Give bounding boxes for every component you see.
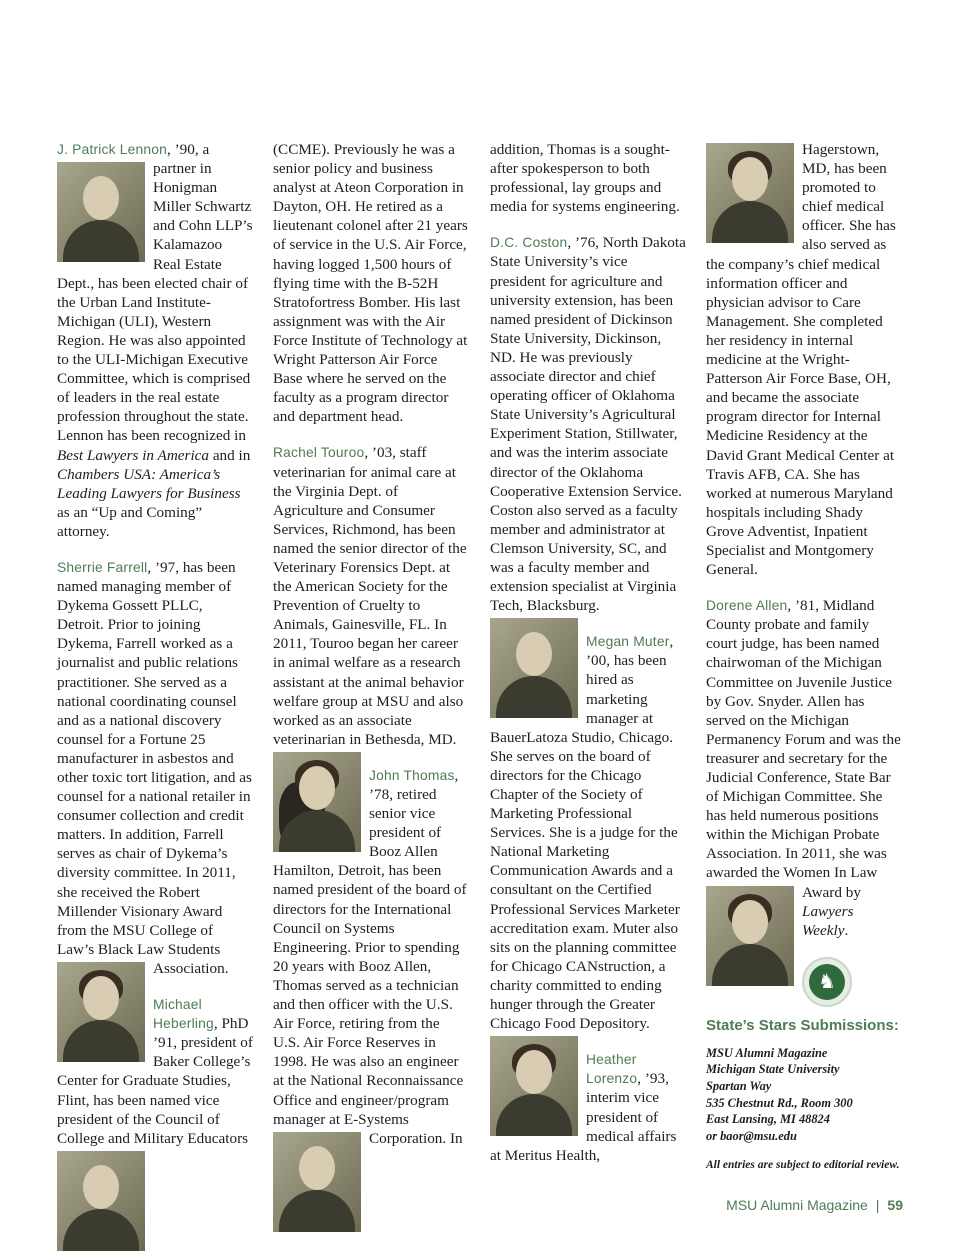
page-number: 59 <box>887 1197 903 1213</box>
column-3 <box>490 140 686 1182</box>
text-lennon-2: and in <box>209 446 251 464</box>
photo-coston <box>490 618 578 718</box>
address-line: East Lansing, MI 48824 <box>706 1112 830 1127</box>
entry-allen <box>706 596 902 940</box>
submissions-box <box>706 957 902 1176</box>
footer-separator: | <box>875 1197 880 1213</box>
name-muter: Megan Muter <box>586 634 670 650</box>
name-heberling: Michael Heberling <box>153 997 214 1032</box>
photo-farrell <box>57 962 145 1062</box>
text-thomas: , ’78, retired senior vice president of Booz Allen Hamilton, Detroit, has been named president of the board of directors for the International Council on Systems Engineering. Prior to spending 20 years with Booz Allen, Thomas served as a technician and then officer with the U.S. Air Force, retiring from the U.S. Air Force Reserves in 1998. He was also an engineer at the National Reconnaissance Office and engineer/program manager at E-Systems Corporation. In <box>273 766 467 1147</box>
text-heberling: , PhD ’91, president of Baker College’s Center for Graduate Studies, Flint, has been named vice president of the Council of College and Military Educators <box>57 1015 253 1147</box>
text-coston: , ’76, North Dakota State University’s vice president for agriculture and university extension, has been named president of Dickinson State University, Dickinson, ND. He was previously associate director and chief operating officer of Oklahoma State University’s Agricultural Experiment Station, Stillwater, and was the interim associate director of the Oklahoma Cooperative Extension Service. Coston also served as a faculty member and administrator at Clemson University, SC, and was a faculty member and extension specialist at Virginia Tech, Blacksburg. <box>490 234 686 615</box>
italic-best-lawyers: Best Lawyers in America <box>57 446 210 464</box>
name-thomas: John Thomas <box>369 767 455 783</box>
name-farrell: Sherrie Farrell <box>57 559 148 575</box>
photo-muter <box>490 1036 578 1136</box>
text-thomas-cont: addition, Thomas is a sought-after spokesperson to both professional, lay groups and media for systems engineering. <box>490 141 680 216</box>
column-4 <box>706 140 902 1176</box>
text-heberling-cont: (CCME). Previously he was a senior policy and business analyst at Ateon Corporation in Dayton, OH. He retired as a lieutenant colonel after 21 years of service in the U.S. Air Force, having logged 1,500 hours of flying time with the B-52H Stratofortress Bomber. His last assignment was with the Air Force Institute of Technology at Wright Patterson Air Force Base where he served on the faculty as a program director and department head. <box>273 141 468 426</box>
photo-thomas <box>273 1132 361 1232</box>
submissions-address <box>706 1045 902 1145</box>
entry-lennon <box>57 140 253 541</box>
name-lorenzo: Heather Lorenzo <box>586 1052 638 1087</box>
footer-magazine: MSU Alumni Magazine <box>726 1197 868 1213</box>
entry-lorenzo-cont <box>706 140 902 579</box>
column-1 <box>57 140 253 1253</box>
entry-heberling-cont <box>273 140 469 426</box>
photo-touroo <box>273 752 361 852</box>
photo-allen <box>706 886 794 986</box>
spartan-helmet-icon: ♞ <box>809 964 845 1000</box>
text-lorenzo-cont: Hagerstown, MD, has been promoted to chief medical officer. She has also served as the company’s chief medical information officer and physician advisor to Care Management. She completed her residency in internal medicine at the Wright-Patterson Air Force Base, OH, and became the associate program director for Internal Medicine Residency at the David Grant Medical Center at Travis AFB, CA. She has worked at numerous Maryland hospitals including Shady Grove Adventist, Inpatient Specialist and Montgomery General. <box>706 141 896 579</box>
photo-lorenzo <box>706 143 794 243</box>
text-touroo: , ’03, staff veterinarian for animal care at the Virginia Dept. of Agriculture and Consumer Services, Richmond, has been named the senior director of the Veterinary Forensics Dept. at the American Society for the Prevention of Cruelty to Animals, Gainesville, FL. In 2011, Touroo began her career in animal welfare as a research assistant at the animal behavior welfare group at MSU and also worked as an associate veterinarian in Bethesda, MD. <box>273 444 467 748</box>
address-line: Michigan State University <box>706 1062 840 1077</box>
email-link[interactable]: or baor@msu.edu <box>706 1128 797 1143</box>
address-line: Spartan Way <box>706 1079 772 1094</box>
text-lennon-3: as an “Up and Coming” attorney. <box>57 503 203 540</box>
text-farrell: , ’97, has been named managing member of Dykema Gossett PLLC, Detroit. Prior to joining Dykema, Farrell worked as a journalist and public relations practitioner. She served as a national coordinating counsel and as a national discovery counsel for a Fortune 25 manufacturer in asbestos and other toxic tort litigation, and as counsel for a national retailer in consumer collection and credit matters. In addition, Farrell serves as chair of Dykema’s diversity committee. In 2011, she received the Robert Millender Visionary Award from the MSU College of Law’s Black Law Students Association. <box>57 558 252 977</box>
name-coston: D.C. Coston <box>490 235 568 251</box>
page-footer <box>726 1197 903 1213</box>
name-touroo: Rachel Touroo <box>273 445 365 461</box>
text-lorenzo: , ’93, interim vice president of medical affairs at Meritus Health, <box>490 1070 677 1164</box>
entry-thomas-cont <box>490 140 686 216</box>
spartan-logo-icon <box>802 957 852 1007</box>
italic-lawyers-weekly: Lawyers Weekly <box>802 902 854 939</box>
italic-chambers: Chambers USA: America’s Leading Lawyers for Business <box>57 465 241 502</box>
entry-farrell <box>57 558 253 978</box>
text-allen-end: . <box>844 921 849 939</box>
name-lennon: J. Patrick Lennon <box>57 142 168 157</box>
editorial-disclaimer: All entries are subject to editorial review. <box>706 1159 900 1172</box>
entry-coston <box>490 233 686 615</box>
photo-heberling <box>57 1151 145 1251</box>
address-line: 535 Chestnut Rd., Room 300 <box>706 1095 853 1110</box>
text-lennon-1: , ’90, a partner in Honigman Miller Schwartz and Cohn LLP’s Kalamazoo Real Estate Dept., has been elected chair of the Urban Land Institute-Michigan (ULI), Western Region. He was also appointed to the ULI-Michigan Executive Committee, which is comprised of leaders in the real estate profession throughout the state. Lennon has been recognized in <box>57 141 253 445</box>
name-allen: Dorene Allen <box>706 598 788 614</box>
text-muter: , ’00, has been hired as marketing manager at BauerLatoza Studio, Chicago. She serves on the board of directors for the Chicago Chapter of the Society of Marketing Professional Services. She is a judge for the National Marketing Communication Awards and a consultant on the Certified Professional Services Marketer accreditation exam. Muter also sits on the planning committee for Chicago CANstruction, a charity committed to ending hunger through the Greater Chicago Food Depository. <box>490 633 680 1033</box>
submissions-heading: State’s Stars Submissions: <box>706 1016 899 1034</box>
column-2 <box>273 140 469 1234</box>
photo-lennon <box>57 162 145 262</box>
text-allen: , ’81, Midland County probate and family court judge, has been named chairwoman of the Michigan Committee on Juvenile Justice by Gov. Snyder. Allen has served on the Michigan Permanency Forum and was the treasurer and secretary for the Judicial Conference, State Bar of Michigan Committee. She has held numerous positions within the Michigan Probate Association. In 2011, she was awarded the Women In Law Award by <box>706 597 901 901</box>
entry-touroo <box>273 443 469 749</box>
address-line: MSU Alumni Magazine <box>706 1045 828 1060</box>
